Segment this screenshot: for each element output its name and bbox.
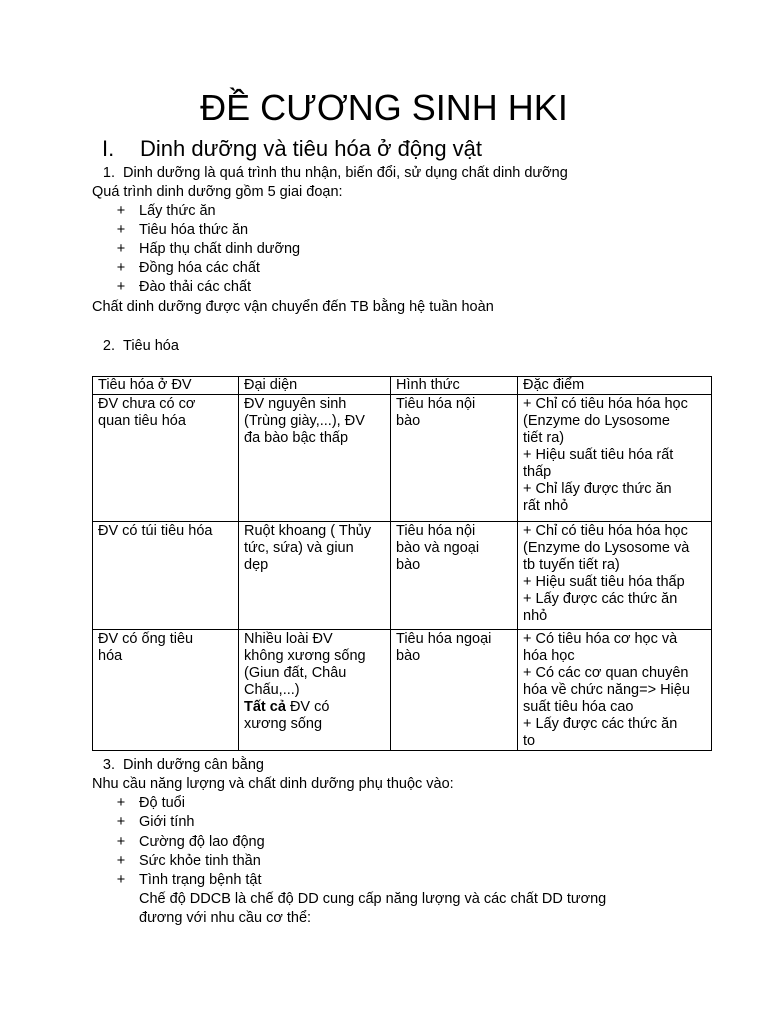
cell-line: suất tiêu hóa cao: [523, 699, 634, 715]
table-row: [93, 630, 712, 751]
cell-line: Tiêu hóa nội: [396, 396, 476, 412]
numbered-item: [92, 337, 179, 356]
cell-line: (Enzyme do Lysosome và: [523, 540, 690, 556]
cell-line: (Enzyme do Lysosome: [523, 413, 670, 429]
cell-line: bào: [396, 413, 421, 429]
item-text: Dinh dưỡng cân bằng: [123, 757, 264, 773]
table-cell: [239, 395, 391, 522]
table-cell: [239, 522, 391, 630]
table-cell: [518, 395, 712, 522]
list-item-text: Tiêu hóa thức ăn: [139, 222, 249, 238]
list-item-text: Lấy thức ăn: [139, 203, 216, 219]
bullet-marker: +: [116, 260, 126, 276]
cell-line: hóa học: [523, 648, 575, 664]
bullet-marker: +: [116, 872, 126, 888]
table-cell: [391, 522, 518, 630]
paragraph-line: Chế độ DDCB là chế độ DD cung cấp năng lượng và các chất DD tương: [139, 891, 607, 907]
numbered-item: [92, 164, 568, 183]
bullet-marker: +: [116, 853, 126, 869]
digestion-table: [92, 376, 712, 751]
cell-line: ĐV chưa có cơ: [98, 396, 196, 412]
list-item-text: Sức khỏe tinh thần: [139, 853, 261, 869]
cell-line: nhỏ: [523, 608, 548, 624]
cell-line: (Giun đất, Châu: [244, 665, 347, 681]
table-cell: [239, 630, 391, 751]
paragraph: Nhu cầu năng lượng và chất dinh dưỡng phụ thuộc vào:: [92, 776, 454, 792]
bullet-marker: +: [116, 279, 126, 295]
cell-line: + Chỉ có tiêu hóa hóa học: [523, 396, 688, 412]
table-header-cell: Tiêu hóa ở ĐV: [93, 377, 239, 395]
cell-line: Chấu,...): [244, 682, 300, 698]
table-cell: [391, 630, 518, 751]
item-number: 2.: [102, 338, 115, 354]
table-cell: [93, 395, 239, 522]
cell-line: không xương sống: [244, 648, 366, 664]
cell-line: tức, sứa) và giun: [244, 540, 354, 556]
list-item-text: Hấp thụ chất dinh dưỡng: [139, 241, 301, 257]
bullet-marker: +: [116, 203, 126, 219]
bullet-marker: +: [116, 795, 126, 811]
cell-line: [244, 699, 386, 716]
cell-line: Ruột khoang ( Thủy: [244, 523, 372, 539]
cell-line: Tiêu hóa ngoại: [396, 631, 492, 647]
table-cell: [93, 522, 239, 630]
item-text: Dinh dưỡng là quá trình thu nhận, biến đổi, sử dụng chất dinh dưỡng: [123, 165, 568, 181]
cell-line: hóa: [98, 648, 123, 664]
table-cell: [93, 630, 239, 751]
cell-line: + Lấy được các thức ăn: [523, 591, 678, 607]
cell-line: ĐV có túi tiêu hóa: [98, 523, 213, 539]
cell-line: + Có tiêu hóa cơ học và: [523, 631, 678, 647]
cell-line: tiết ra): [523, 430, 565, 446]
cell-line: + Chỉ lấy được thức ăn: [523, 481, 672, 497]
table-cell: [391, 395, 518, 522]
table-header-row: [93, 377, 712, 395]
cell-line: dẹp: [244, 557, 269, 573]
table-row: [93, 522, 712, 630]
list-item-text: Đồng hóa các chất: [139, 260, 260, 276]
cell-line: quan tiêu hóa: [98, 413, 186, 429]
item-text: Tiêu hóa: [123, 338, 179, 354]
cell-line: + Hiệu suất tiêu hóa rất: [523, 447, 674, 463]
cell-line: + Hiệu suất tiêu hóa thấp: [523, 574, 685, 590]
table-header-cell: Đại diện: [239, 377, 391, 395]
cell-line: xương sống: [244, 716, 323, 732]
table-cell: [518, 630, 712, 751]
cell-line: + Có các cơ quan chuyên: [523, 665, 689, 681]
bullet-marker: +: [116, 241, 126, 257]
cell-line: bào: [396, 557, 421, 573]
section-heading: [102, 134, 482, 164]
cell-line: bào: [396, 648, 421, 664]
cell-line: Tiêu hóa nội: [396, 523, 476, 539]
table-header-cell: Hình thức: [391, 377, 518, 395]
bullet-marker: +: [116, 814, 126, 830]
cell-line: Nhiều loài ĐV: [244, 631, 333, 647]
bullet-marker: +: [116, 834, 126, 850]
cell-line: tb tuyến tiết ra): [523, 557, 620, 573]
table-cell: [518, 522, 712, 630]
cell-line: rất nhỏ: [523, 498, 569, 514]
item-number: 3.: [102, 757, 115, 773]
cell-line: bào và ngoại: [396, 540, 480, 556]
document-title: ĐỀ CƯƠNG SINH HKI: [200, 87, 568, 128]
bullet-marker: +: [116, 222, 126, 238]
cell-line: (Trùng giày,...), ĐV: [244, 413, 365, 429]
cell-line: + Lấy được các thức ăn: [523, 716, 678, 732]
paragraph: Chất dinh dưỡng được vận chuyển đến TB bằng hệ tuần hoàn: [92, 299, 494, 315]
cell-line: + Chỉ có tiêu hóa hóa học: [523, 523, 688, 539]
list-item-text: Cường độ lao động: [139, 834, 265, 850]
cell-line: ĐV nguyên sinh: [244, 396, 347, 412]
paragraph-line: đương với nhu cầu cơ thể:: [139, 910, 312, 926]
numbered-item: [92, 756, 264, 775]
bold-emphasis: Tất cả: [244, 699, 286, 715]
list-item-text: Giới tính: [139, 814, 195, 830]
cell-text: ĐV có: [285, 699, 330, 715]
cell-line: thấp: [523, 464, 552, 480]
list-item-text: Độ tuổi: [139, 795, 185, 811]
section-label: Dinh dưỡng và tiêu hóa ở động vật: [140, 136, 483, 161]
table-row: [93, 395, 712, 522]
cell-line: hóa về chức năng=> Hiệu: [523, 682, 690, 698]
list-item-text: Đào thải các chất: [139, 279, 252, 295]
cell-line: đa bào bậc thấp: [244, 430, 349, 446]
section-number: I.: [102, 136, 115, 161]
list-item-text: Tình trạng bệnh tật: [139, 872, 262, 888]
cell-line: ĐV có ống tiêu: [98, 631, 194, 647]
table-header-cell: Đặc điểm: [518, 377, 712, 395]
paragraph: Quá trình dinh dưỡng gồm 5 giai đoạn:: [92, 184, 343, 200]
item-number: 1.: [102, 165, 115, 181]
cell-line: to: [523, 733, 536, 749]
